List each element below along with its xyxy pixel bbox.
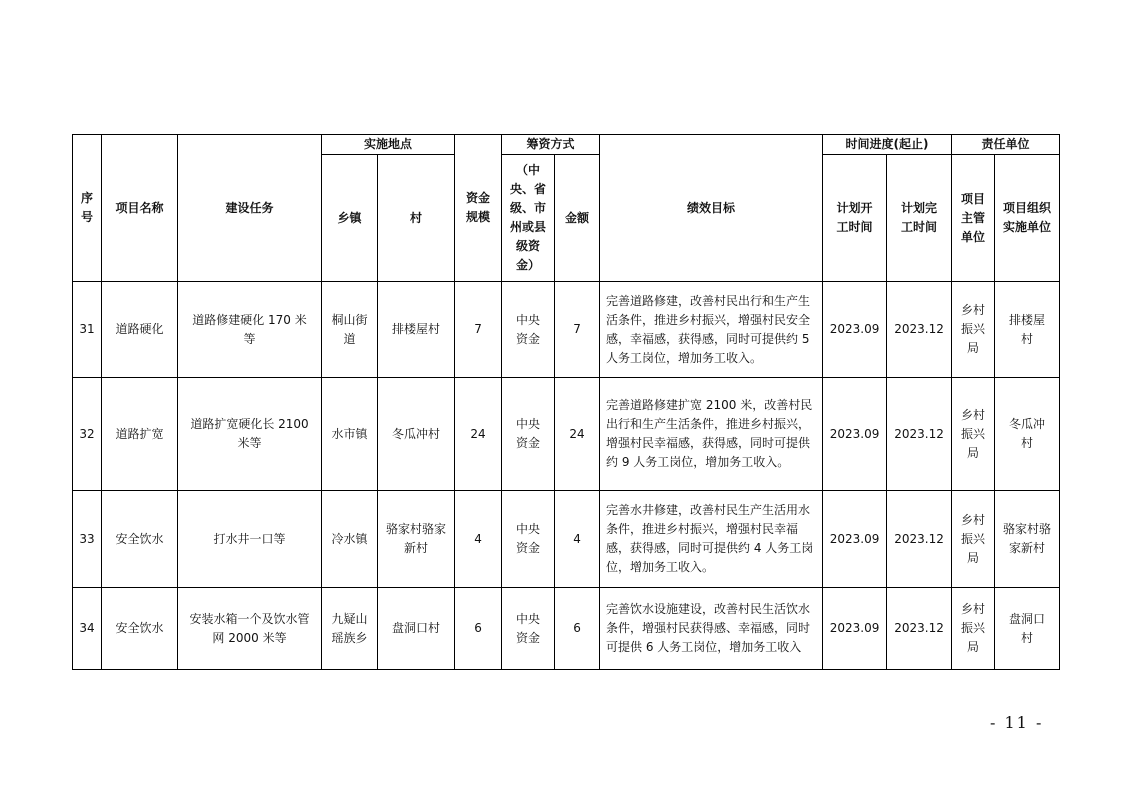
cell-dept: 乡村振兴局 xyxy=(952,378,995,491)
cell-scale: 6 xyxy=(455,588,502,670)
cell-no: 33 xyxy=(73,491,102,588)
cell-task: 道路扩宽硬化长 2100 米等 xyxy=(178,378,322,491)
cell-end: 2023.12 xyxy=(887,588,952,670)
cell-scale: 4 xyxy=(455,491,502,588)
cell-amount: 24 xyxy=(555,378,600,491)
cell-org: 盘洞口村 xyxy=(995,588,1060,670)
table-row xyxy=(73,588,1060,670)
header-dept: 项目主管单位 xyxy=(952,155,995,282)
header-end: 计划完工时间 xyxy=(887,155,952,282)
cell-dept: 乡村振兴局 xyxy=(952,491,995,588)
cell-village: 冬瓜冲村 xyxy=(378,378,455,491)
cell-end: 2023.12 xyxy=(887,491,952,588)
header-scale: 资金规模 xyxy=(455,135,502,282)
cell-town: 冷水镇 xyxy=(322,491,378,588)
cell-org: 冬瓜冲村 xyxy=(995,378,1060,491)
cell-source: 中央资金 xyxy=(502,588,555,670)
cell-scale: 7 xyxy=(455,282,502,378)
cell-no: 34 xyxy=(73,588,102,670)
page-number: - 11 - xyxy=(990,713,1044,732)
cell-town: 桐山街道 xyxy=(322,282,378,378)
project-table xyxy=(72,134,1060,670)
header-village: 村 xyxy=(378,155,455,282)
header-task: 建设任务 xyxy=(178,135,322,282)
header-name: 项目名称 xyxy=(102,135,178,282)
cell-org: 排楼屋村 xyxy=(995,282,1060,378)
header-location: 实施地点 xyxy=(322,135,455,155)
cell-town: 九疑山瑶族乡 xyxy=(322,588,378,670)
cell-name: 道路扩宽 xyxy=(102,378,178,491)
cell-source: 中央资金 xyxy=(502,378,555,491)
cell-start: 2023.09 xyxy=(823,378,887,491)
table-row xyxy=(73,378,1060,491)
header-start: 计划开工时间 xyxy=(823,155,887,282)
header-funding: 筹资方式 xyxy=(502,135,600,155)
header-org: 项目组织实施单位 xyxy=(995,155,1060,282)
cell-amount: 4 xyxy=(555,491,600,588)
table-row xyxy=(73,282,1060,378)
cell-name: 道路硬化 xyxy=(102,282,178,378)
cell-amount: 6 xyxy=(555,588,600,670)
cell-task: 道路修建硬化 170 米等 xyxy=(178,282,322,378)
cell-dept: 乡村振兴局 xyxy=(952,282,995,378)
header-schedule: 时间进度(起止) xyxy=(823,135,952,155)
cell-village: 骆家村骆家新村 xyxy=(378,491,455,588)
header-funding-source: （中央、省级、市州或县级资金） xyxy=(502,155,555,282)
cell-town: 水市镇 xyxy=(322,378,378,491)
cell-no: 32 xyxy=(73,378,102,491)
cell-start: 2023.09 xyxy=(823,491,887,588)
cell-amount: 7 xyxy=(555,282,600,378)
cell-end: 2023.12 xyxy=(887,378,952,491)
cell-village: 盘洞口村 xyxy=(378,588,455,670)
cell-start: 2023.09 xyxy=(823,588,887,670)
cell-task: 安装水箱一个及饮水管网 2000 米等 xyxy=(178,588,322,670)
header-amount: 金额 xyxy=(555,155,600,282)
cell-goal: 完善饮水设施建设，改善村民生活饮水条件，增强村民获得感、幸福感，同时可提供 6 人务工岗位，增加务工收入 xyxy=(600,588,823,670)
table-row xyxy=(73,491,1060,588)
cell-village: 排楼屋村 xyxy=(378,282,455,378)
cell-scale: 24 xyxy=(455,378,502,491)
cell-goal: 完善道路修建扩宽 2100 米，改善村民出行和生产生活条件，推进乡村振兴，增强村民幸福感，获得感，同时可提供约 9 人务工岗位，增加务工收入。 xyxy=(600,378,823,491)
cell-source: 中央资金 xyxy=(502,282,555,378)
cell-dept: 乡村振兴局 xyxy=(952,588,995,670)
cell-name: 安全饮水 xyxy=(102,491,178,588)
cell-task: 打水井一口等 xyxy=(178,491,322,588)
header-goal: 绩效目标 xyxy=(600,135,823,282)
cell-name: 安全饮水 xyxy=(102,588,178,670)
header-no: 序号 xyxy=(73,135,102,282)
cell-goal: 完善道路修建，改善村民出行和生产生活条件，推进乡村振兴，增强村民安全感，幸福感，获得感，同时可提供约 5 人务工岗位，增加务工收入。 xyxy=(600,282,823,378)
cell-source: 中央资金 xyxy=(502,491,555,588)
cell-end: 2023.12 xyxy=(887,282,952,378)
cell-start: 2023.09 xyxy=(823,282,887,378)
cell-org: 骆家村骆家新村 xyxy=(995,491,1060,588)
header-responsible: 责任单位 xyxy=(952,135,1060,155)
cell-no: 31 xyxy=(73,282,102,378)
cell-goal: 完善水井修建，改善村民生产生活用水条件，推进乡村振兴，增强村民幸福感，获得感，同时可提供约 4 人务工岗位，增加务工收入。 xyxy=(600,491,823,588)
header-town: 乡镇 xyxy=(322,155,378,282)
